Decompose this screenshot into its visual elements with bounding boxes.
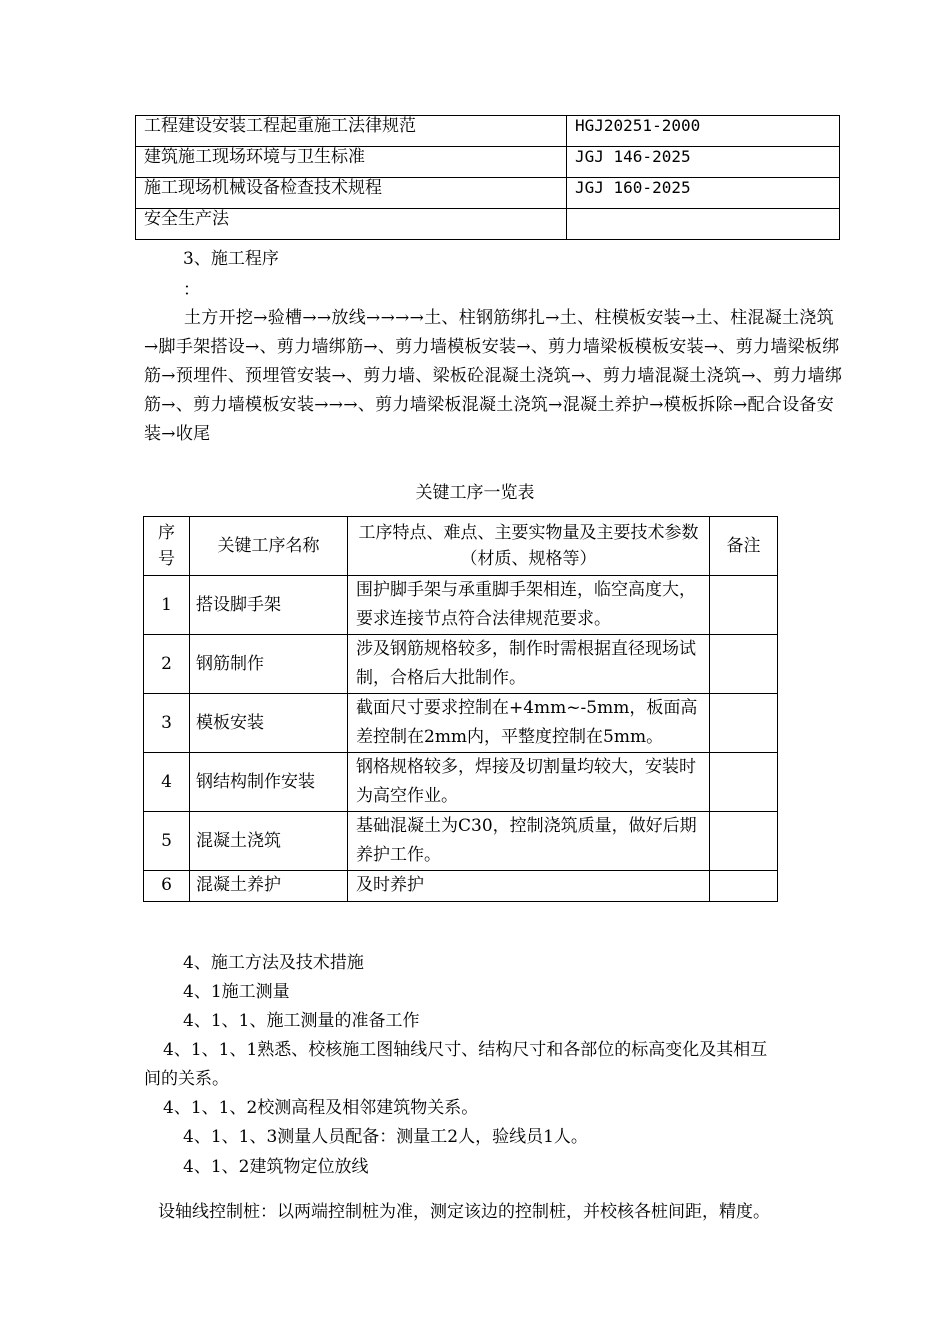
process-name: 钢结构制作安装: [190, 753, 348, 812]
standard-code: HGJ20251-2000: [567, 116, 840, 147]
process-note: [710, 576, 778, 635]
process-name: 搭设脚手架: [190, 576, 348, 635]
item-4-1-1-3: 4、1、1、3测量人员配备：测量工2人，验线员1人。: [183, 1127, 588, 1147]
axis-control-pile-text: 设轴线控制桩：以两端控制桩为准，测定该边的控制桩，并校核各桩间距，精度。: [158, 1202, 770, 1222]
table-row: [136, 209, 840, 240]
table-row: [144, 635, 778, 694]
section-4-1-heading: 4、1施工测量: [183, 982, 290, 1002]
row-number: 5: [144, 812, 190, 871]
process-note: [710, 871, 778, 902]
standard-name: 建筑施工现场环境与卫生标准: [136, 147, 567, 178]
table-row: [144, 694, 778, 753]
process-name: 钢筋制作: [190, 635, 348, 694]
construction-sequence-text: 土方开挖→验槽→→放线→→→→土、柱钢筋绑扎→土、柱模板安装→土、柱混凝土浇筑→脚手架搭设→、剪力墙绑筋→、剪力墙模板安装→、剪力墙梁板模板安装→、剪力墙梁板绑筋→预埋件、预埋管安装→、剪力墙、梁板砼混凝土浇筑→、剪力墙混凝土浇筑→、剪力墙绑筋→、剪力墙模板安装→→→、剪力墙梁板混凝土浇筑→混凝土养护→模板拆除→配合设备安装→收尾: [144, 308, 843, 444]
table-row: [144, 576, 778, 635]
process-description: 截面尺寸要求控制在+4mm~-5mm，板面高差控制在2mm内，平整度控制在5mm。: [348, 694, 710, 753]
section-4-heading: 4、施工方法及技术措施: [183, 953, 364, 973]
table-row: [136, 147, 840, 178]
column-header-note: 备注: [710, 517, 778, 576]
process-note: [710, 753, 778, 812]
row-number: 6: [144, 871, 190, 902]
table-row: [144, 812, 778, 871]
standard-name: 工程建设安装工程起重施工法律规范: [136, 116, 567, 147]
table-row: [144, 871, 778, 902]
standard-code: [567, 209, 840, 240]
table-header-row: [144, 517, 778, 576]
key-process-table: [143, 516, 778, 902]
process-note: [710, 694, 778, 753]
item-4-1-1-1-continued: 间的关系。: [144, 1069, 229, 1089]
column-header-no-text: 序号: [158, 523, 175, 569]
section-3-heading: 3、施工程序: [183, 249, 279, 269]
key-table-title: 关键工序一览表: [415, 483, 535, 503]
process-description: 钢格规格较多，焊接及切割量均较大，安装时为高空作业。: [348, 753, 710, 812]
process-description: 基础混凝土为C30，控制浇筑质量，做好后期养护工作。: [348, 812, 710, 871]
standard-code: JGJ 146-2025: [567, 147, 840, 178]
section-3-colon: ：: [183, 280, 200, 300]
table-row: [136, 116, 840, 147]
process-name: 混凝土浇筑: [190, 812, 348, 871]
column-header-desc: 工序特点、难点、主要实物量及主要技术参数（材质、规格等）: [348, 517, 710, 576]
column-header-no: [144, 517, 190, 576]
column-header-name: 关键工序名称: [190, 517, 348, 576]
process-note: [710, 812, 778, 871]
process-description: 围护脚手架与承重脚手架相连，临空高度大，要求连接节点符合法律规范要求。: [348, 576, 710, 635]
item-4-1-1-2: 4、1、1、2校测高程及相邻建筑物关系。: [163, 1098, 479, 1118]
standard-name: 安全生产法: [136, 209, 567, 240]
standard-code: JGJ 160-2025: [567, 178, 840, 209]
row-number: 1: [144, 576, 190, 635]
construction-sequence: [144, 304, 844, 449]
section-4-1-1-heading: 4、1、1、施工测量的准备工作: [183, 1011, 420, 1031]
process-name: 模板安装: [190, 694, 348, 753]
process-name: 混凝土养护: [190, 871, 348, 902]
table-row: [136, 178, 840, 209]
row-number: 4: [144, 753, 190, 812]
standards-table: [135, 115, 840, 240]
section-4-1-2-heading: 4、1、2建筑物定位放线: [183, 1157, 369, 1177]
process-note: [710, 635, 778, 694]
row-number: 2: [144, 635, 190, 694]
item-4-1-1-1: 4、1、1、1熟悉、校核施工图轴线尺寸、结构尺寸和各部位的标高变化及其相互: [163, 1040, 768, 1060]
table-row: [144, 753, 778, 812]
process-description: 及时养护: [348, 871, 710, 902]
process-description: 涉及钢筋规格较多，制作时需根据直径现场试制，合格后大批制作。: [348, 635, 710, 694]
row-number: 3: [144, 694, 190, 753]
standard-name: 施工现场机械设备检查技术规程: [136, 178, 567, 209]
